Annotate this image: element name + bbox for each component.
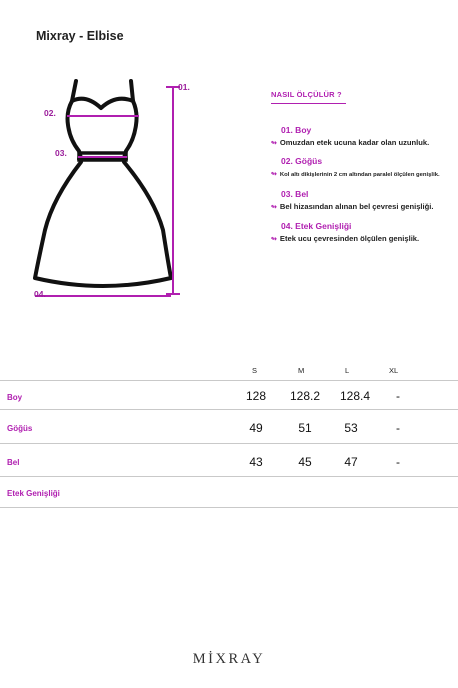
size-header-s: S: [252, 366, 258, 375]
step-desc-2-text: Kol altı dikişlerinin 2 cm altından paralel ölçülen genişlik.: [279, 172, 440, 178]
cell-bel-s: 43: [249, 455, 263, 469]
cell-gogus-s: 49: [249, 421, 263, 435]
cell-gogus-xl: -: [396, 421, 400, 435]
arrow-icon: ↬: [271, 140, 277, 147]
cell-boy-l: 128.4: [339, 389, 371, 403]
size-header-l: L: [345, 366, 350, 375]
step-desc-4-text: Etek ucu çevresinden ölçülen genişlik.: [279, 234, 420, 243]
cell-gogus-m: 51: [298, 421, 312, 435]
dress-diagram: [0, 0, 458, 320]
row-label-etek: Etek Genişliği: [7, 489, 60, 498]
step-head-1: 01. Boy: [281, 125, 312, 135]
table-rule: [0, 409, 458, 410]
how-to-title: NASIL ÖLÇÜLÜR ?: [271, 90, 342, 99]
cell-bel-l: 47: [344, 455, 358, 469]
mark-03: 03.: [55, 148, 67, 158]
table-rule: [0, 443, 458, 444]
mark-01: 01.: [178, 82, 190, 92]
step-head-4: 04. Etek Genişliği: [281, 221, 352, 231]
step-head-3: 03. Bel: [281, 189, 309, 199]
cell-boy-m: 128.2: [289, 389, 321, 403]
table-rule: [0, 380, 458, 381]
arrow-icon: ↬: [271, 204, 277, 211]
brand-logo: MİXRAY: [192, 651, 266, 667]
mark-04: 04.: [34, 289, 46, 299]
arrow-icon: ↬: [271, 236, 277, 243]
table-rule: [0, 476, 458, 477]
row-label-boy: Boy: [7, 393, 23, 402]
table-rule: [0, 507, 458, 508]
cell-bel-m: 45: [298, 455, 312, 469]
how-to-underline: [271, 103, 346, 104]
cell-bel-xl: -: [396, 455, 400, 469]
page-title: Mixray - Elbise: [36, 29, 124, 43]
size-header-m: M: [298, 366, 305, 375]
mark-02: 02.: [44, 108, 56, 118]
step-desc-4: [271, 234, 419, 243]
size-header-xl: XL: [389, 366, 399, 375]
cell-boy-xl: -: [396, 389, 400, 403]
arrow-icon: ↬: [271, 171, 277, 178]
step-desc-1: [271, 138, 429, 147]
step-desc-1-text: Omuzdan etek ucuna kadar olan uzunluk.: [279, 138, 430, 147]
step-head-2: 02. Göğüs: [281, 156, 323, 166]
measure-lines: [35, 87, 180, 296]
cell-gogus-l: 53: [344, 421, 358, 435]
cell-boy-s: 128: [245, 389, 267, 403]
row-label-gogus: Göğüs: [7, 424, 33, 433]
step-desc-3-text: Bel hizasından alınan bel çevresi genişliği.: [279, 202, 434, 211]
step-desc-3: [271, 202, 434, 211]
step-desc-2: [271, 170, 440, 178]
row-label-bel: Bel: [7, 458, 20, 467]
